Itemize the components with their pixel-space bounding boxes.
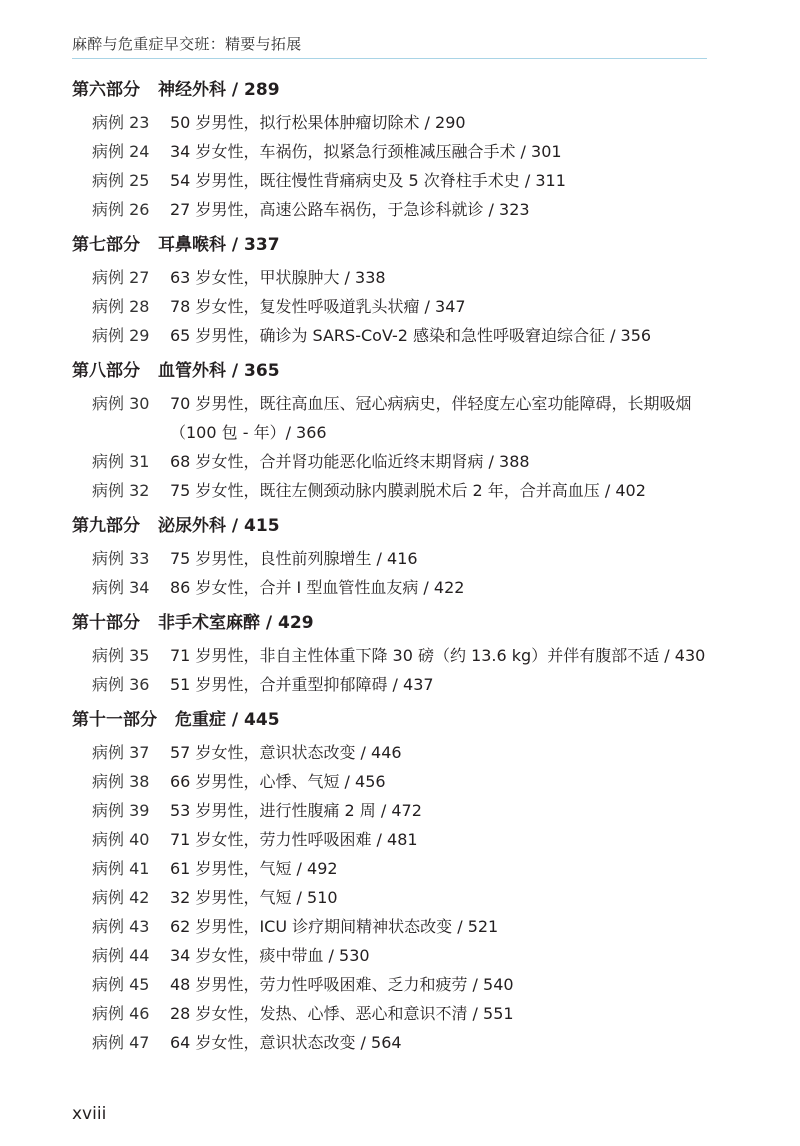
toc-part [72, 227, 732, 350]
case-entry [92, 999, 732, 1028]
case-number: 病例 46 [92, 1004, 150, 1023]
case-description: 34 岁女性，痰中带血 / 530 [170, 946, 370, 965]
case-description: 50 岁男性，拟行松果体肿瘤切除术 / 290 [170, 113, 466, 132]
part-label: 第七部分 [72, 235, 140, 255]
case-entry [92, 544, 732, 573]
case-entry [92, 854, 732, 883]
case-entry [92, 738, 732, 767]
case-entry [92, 796, 732, 825]
case-entry [92, 970, 732, 999]
case-number: 病例 45 [92, 975, 150, 994]
case-number: 病例 28 [92, 297, 150, 316]
part-label: 第九部分 [72, 516, 140, 536]
case-entry [92, 912, 732, 941]
case-number: 病例 40 [92, 830, 150, 849]
case-description: 75 岁女性，既往左侧颈动脉内膜剥脱术后 2 年，合并高血压 / 402 [170, 481, 646, 500]
case-description: 28 岁女性，发热、心悸、恶心和意识不清 / 551 [170, 1004, 514, 1023]
part-title: 非手术室麻醉 / 429 [158, 613, 314, 633]
toc-part [72, 353, 732, 505]
case-entry [92, 767, 732, 796]
case-description: 68 岁女性，合并肾功能恶化临近终末期肾病 / 388 [170, 452, 530, 471]
part-label: 第十一部分 [72, 710, 157, 730]
case-number: 病例 25 [92, 171, 150, 190]
case-entry [92, 137, 732, 166]
case-number: 病例 30 [92, 394, 150, 413]
case-entry [92, 292, 732, 321]
case-number: 病例 24 [92, 142, 150, 161]
page-number: xviii [72, 1104, 107, 1124]
running-header: 麻醉与危重症早交班：精要与拓展 [72, 35, 302, 53]
part-heading [72, 72, 732, 108]
case-entry [92, 166, 732, 195]
case-number: 病例 38 [92, 772, 150, 791]
part-label: 第六部分 [72, 80, 140, 100]
case-entry [92, 263, 732, 292]
case-entry [92, 321, 732, 350]
case-description: 71 岁男性，非自主性体重下降 30 磅（约 13.6 kg）并伴有腹部不适 / 430 [170, 646, 706, 665]
case-description: 62 岁男性，ICU 诊疗期间精神状态改变 / 521 [170, 917, 499, 936]
case-entry [92, 641, 732, 670]
case-number: 病例 42 [92, 888, 150, 907]
case-entry [92, 1028, 732, 1057]
part-heading [72, 227, 732, 263]
case-description: 63 岁女性，甲状腺肿大 / 338 [170, 268, 386, 287]
case-description: 70 岁男性，既往高血压、冠心病病史，伴轻度左心室功能障碍，长期吸烟（100 包 - 年）/ 366 [170, 394, 692, 442]
case-number: 病例 47 [92, 1033, 150, 1052]
case-number: 病例 26 [92, 200, 150, 219]
case-number: 病例 23 [92, 113, 150, 132]
case-description: 32 岁男性，气短 / 510 [170, 888, 338, 907]
case-description: 64 岁女性，意识状态改变 / 564 [170, 1033, 402, 1052]
part-heading [72, 353, 732, 389]
case-number: 病例 27 [92, 268, 150, 287]
case-entry [92, 670, 732, 699]
part-title: 血管外科 / 365 [158, 361, 280, 381]
case-description: 86 岁女性，合并 I 型血管性血友病 / 422 [170, 578, 465, 597]
case-number: 病例 36 [92, 675, 150, 694]
part-title: 耳鼻喉科 / 337 [158, 235, 280, 255]
toc-part [72, 72, 732, 224]
case-number: 病例 29 [92, 326, 150, 345]
case-description: 75 岁男性，良性前列腺增生 / 416 [170, 549, 418, 568]
case-number: 病例 32 [92, 481, 150, 500]
part-title: 泌尿外科 / 415 [158, 516, 280, 536]
case-description: 48 岁男性，劳力性呼吸困难、乏力和疲劳 / 540 [170, 975, 514, 994]
table-of-contents [72, 72, 732, 1060]
case-number: 病例 41 [92, 859, 150, 878]
part-heading [72, 605, 732, 641]
part-label: 第八部分 [72, 361, 140, 381]
case-entry [92, 941, 732, 970]
case-entry [92, 108, 732, 137]
case-description: 66 岁男性，心悸、气短 / 456 [170, 772, 386, 791]
case-number: 病例 33 [92, 549, 150, 568]
case-description: 54 岁男性，既往慢性背痛病史及 5 次脊柱手术史 / 311 [170, 171, 566, 190]
toc-part [72, 702, 732, 1057]
case-number: 病例 35 [92, 646, 150, 665]
case-description: 34 岁女性，车祸伤，拟紧急行颈椎减压融合手术 / 301 [170, 142, 562, 161]
header-rule [72, 58, 707, 59]
case-description: 51 岁男性，合并重型抑郁障碍 / 437 [170, 675, 434, 694]
case-entry [92, 195, 732, 224]
toc-part [72, 508, 732, 602]
case-number: 病例 31 [92, 452, 150, 471]
case-number: 病例 43 [92, 917, 150, 936]
case-entry [92, 389, 732, 447]
part-title: 神经外科 / 289 [158, 80, 280, 100]
case-number: 病例 39 [92, 801, 150, 820]
case-entry [92, 573, 732, 602]
case-description: 65 岁男性，确诊为 SARS-CoV-2 感染和急性呼吸窘迫综合征 / 356 [170, 326, 652, 345]
toc-part [72, 605, 732, 699]
part-label: 第十部分 [72, 613, 140, 633]
case-description: 27 岁男性，高速公路车祸伤，于急诊科就诊 / 323 [170, 200, 530, 219]
case-number: 病例 44 [92, 946, 150, 965]
case-number: 病例 37 [92, 743, 150, 762]
case-description: 53 岁男性，进行性腹痛 2 周 / 472 [170, 801, 422, 820]
part-heading [72, 702, 732, 738]
case-entry [92, 825, 732, 854]
case-description: 61 岁男性，气短 / 492 [170, 859, 338, 878]
case-entry [92, 476, 732, 505]
part-title: 危重症 / 445 [175, 710, 280, 730]
case-description: 78 岁女性，复发性呼吸道乳头状瘤 / 347 [170, 297, 466, 316]
case-number: 病例 34 [92, 578, 150, 597]
case-description: 71 岁女性，劳力性呼吸困难 / 481 [170, 830, 418, 849]
case-entry [92, 883, 732, 912]
case-entry [92, 447, 732, 476]
part-heading [72, 508, 732, 544]
case-description: 57 岁女性，意识状态改变 / 446 [170, 743, 402, 762]
